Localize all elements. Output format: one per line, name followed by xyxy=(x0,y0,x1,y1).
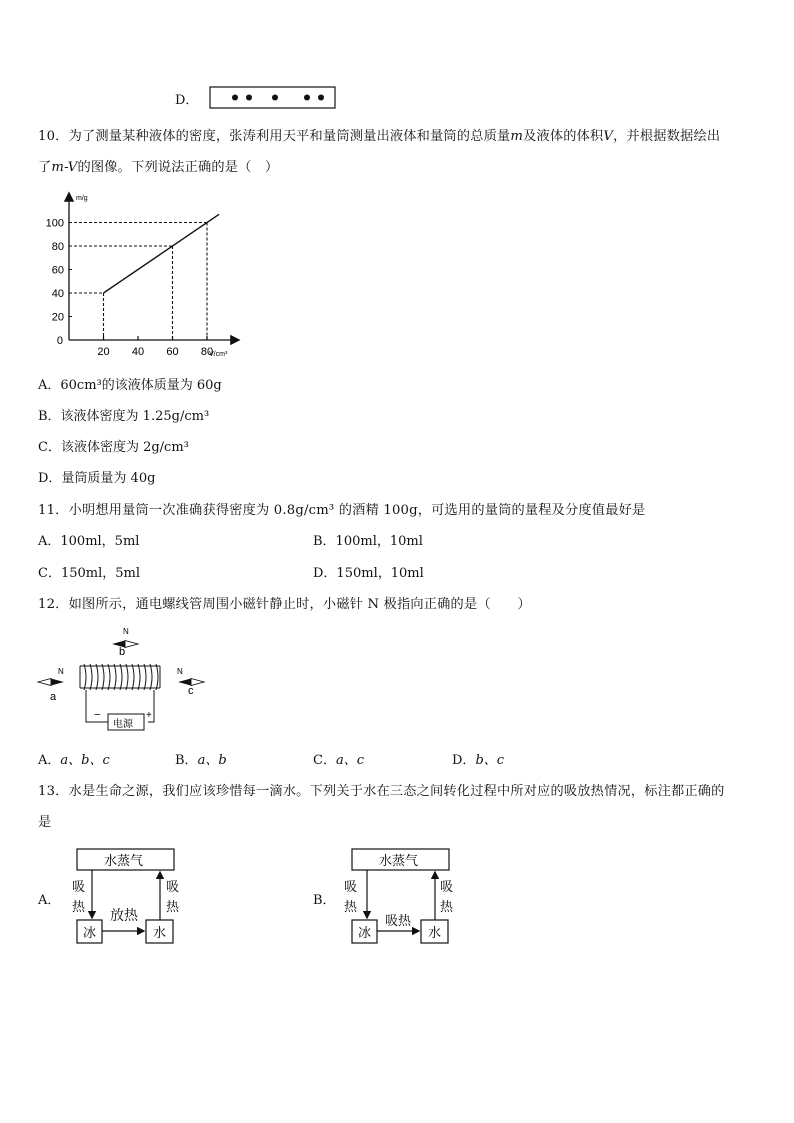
q13-option-b-label: B． xyxy=(313,893,336,908)
q13-a-right-label: 吸热 xyxy=(166,880,180,915)
ice-label: 冰 xyxy=(358,925,372,940)
q11-option-d: D．150ml，10ml xyxy=(313,566,424,581)
q10-var-v: V xyxy=(603,129,614,144)
q12-option-a-prefix: A． xyxy=(38,753,61,768)
q12-option-d xyxy=(452,749,504,768)
dots-box-figure xyxy=(209,86,337,110)
q13-stem-line1: 13．水是生命之源，我们应该珍惜每一滴水。下列关于水在三态之间转化过程中所对应的吸放热情况，标注都正确的 xyxy=(38,784,725,799)
q12-solenoid-figure xyxy=(36,624,216,740)
solenoid-diagram xyxy=(36,624,216,736)
water-label: 水 xyxy=(153,925,167,940)
y-tick-label: 100 xyxy=(45,217,64,230)
q12-option-a xyxy=(38,749,110,768)
y-tick-label: 60 xyxy=(51,264,64,277)
q10-var-m: m xyxy=(510,129,524,144)
label-n-a: N xyxy=(58,667,64,676)
q13-b-middle-label: 吸热 xyxy=(385,914,412,929)
q13-stem-line2: 是 xyxy=(38,815,52,830)
label-b: b xyxy=(119,646,126,658)
compass-a xyxy=(38,679,64,686)
q12-option-c xyxy=(313,749,364,768)
q12-option-b xyxy=(175,749,227,768)
q10-stem-text2-post: 的图像。下列说法正确的是（ ） xyxy=(77,160,279,175)
vapor-label: 水蒸气 xyxy=(379,853,419,868)
q13-option-a-label: A． xyxy=(38,893,61,908)
q11-option-a: A．100ml，5ml xyxy=(38,534,140,549)
q12-option-c-prefix: C． xyxy=(313,753,336,768)
label-n-b: N xyxy=(123,627,129,636)
label-c: c xyxy=(188,685,194,697)
data-line xyxy=(104,214,220,293)
q10-stem-text-mid: 及液体的体积 xyxy=(523,129,604,144)
q11-option-b: B．100ml，10ml xyxy=(313,534,423,549)
q12-option-b-prefix: B． xyxy=(175,753,198,768)
q13-b-right-label: 吸热 xyxy=(440,880,454,915)
x-tick-label: 80 xyxy=(200,346,214,358)
label-a: a xyxy=(50,691,57,703)
origin-label: 0 xyxy=(56,335,63,347)
q13-a-middle-label: 放热 xyxy=(110,908,138,924)
y-tick-label: 40 xyxy=(51,288,64,300)
y-tick-label: 80 xyxy=(51,241,64,253)
y-axis-label: m/g xyxy=(76,195,88,202)
mv-graph xyxy=(36,188,246,360)
minus-sign: − xyxy=(94,709,101,721)
q12-option-b-vars: a、b xyxy=(197,753,227,768)
water-label: 水 xyxy=(428,925,442,940)
plus-sign: + xyxy=(146,710,152,721)
q10-option-a: A．60cm³的该液体质量为 60g xyxy=(38,378,222,393)
q12-option-d-vars: b、c xyxy=(475,753,505,768)
y-tick-label: 20 xyxy=(51,311,64,324)
q12-stem: 12．如图所示，通电螺线管周围小磁针静止时，小磁针 N 极指向正确的是（ ） xyxy=(38,597,531,612)
q11-stem: 11．小明想用量筒一次准确获得密度为 0.8g/cm³ 的酒精 100g，可选用的量筒的量程及分度值最好是 xyxy=(38,503,646,518)
solenoid-coil xyxy=(80,664,160,690)
x-tick-label: 60 xyxy=(166,346,179,358)
power-source-label: 电源 xyxy=(113,719,133,730)
label-n-c: N xyxy=(177,667,183,676)
q12-option-c-vars: a、c xyxy=(335,753,364,768)
q10-option-b: B．该液体密度为 1.25g/cm³ xyxy=(38,409,210,424)
q12-option-a-vars: a、b、c xyxy=(60,753,110,768)
x-tick-label: 40 xyxy=(131,346,145,358)
q11-option-c: C．150ml，5ml xyxy=(38,566,141,581)
x-axis-label: V/cm³ xyxy=(209,351,228,358)
q10-option-c: C．该液体密度为 2g/cm³ xyxy=(38,440,189,455)
ice-label: 冰 xyxy=(83,925,97,940)
q9-option-d-figure xyxy=(209,86,337,114)
q9-option-d-label: D． xyxy=(175,93,199,108)
q13-a-left-label: 吸热 xyxy=(72,880,86,915)
vapor-label: 水蒸气 xyxy=(104,853,144,868)
q10-stem-text: 10．为了测量某种液体的密度，张涛利用天平和量筒测量出液体和量筒的总质量 xyxy=(38,129,511,144)
q10-var-mv: m-V xyxy=(51,160,78,175)
q10-option-d: D．量筒质量为 40g xyxy=(38,471,156,486)
q10-stem-line2 xyxy=(38,156,278,175)
q13-b-left-label: 吸热 xyxy=(344,880,358,915)
q10-stem-text2: 了 xyxy=(38,160,52,175)
q10-stem-line1 xyxy=(38,125,720,144)
x-tick-label: 20 xyxy=(97,346,110,358)
q12-option-d-prefix: D． xyxy=(452,753,476,768)
q10-stem-text-post: ，并根据数据绘出 xyxy=(613,129,721,144)
q10-chart xyxy=(36,188,246,364)
